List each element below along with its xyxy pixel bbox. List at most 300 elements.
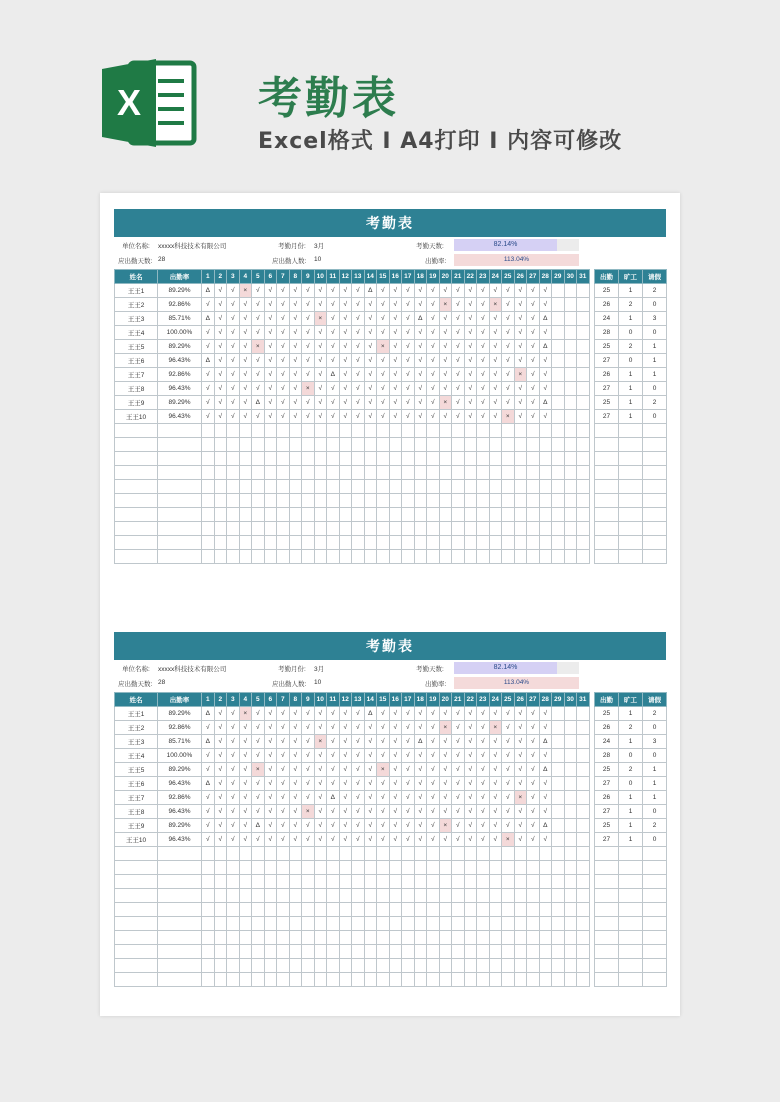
empty-cell[interactable] (514, 452, 527, 466)
empty-cell[interactable] (539, 522, 552, 536)
absent-count[interactable]: 2 (619, 298, 643, 312)
empty-cell[interactable] (552, 973, 565, 987)
empty-cell[interactable] (252, 438, 265, 452)
day-cell[interactable]: √ (289, 410, 302, 424)
empty-cell[interactable] (402, 903, 415, 917)
empty-cell[interactable] (202, 522, 215, 536)
day-cell[interactable]: √ (302, 368, 315, 382)
empty-cell[interactable] (477, 522, 490, 536)
empty-cell[interactable] (314, 945, 327, 959)
leave-count[interactable]: 0 (643, 833, 667, 847)
day-cell[interactable]: √ (477, 735, 490, 749)
empty-cell[interactable] (502, 424, 515, 438)
day-cell[interactable]: √ (527, 749, 540, 763)
day-cell[interactable] (564, 749, 577, 763)
day-cell[interactable]: √ (289, 735, 302, 749)
day-cell[interactable]: √ (402, 819, 415, 833)
empty-cell[interactable] (364, 917, 377, 931)
day-cell[interactable]: √ (214, 312, 227, 326)
empty-cell[interactable] (339, 536, 352, 550)
empty-cell[interactable] (619, 973, 643, 987)
day-cell[interactable]: √ (364, 312, 377, 326)
empty-cell[interactable] (502, 861, 515, 875)
day-cell[interactable]: √ (502, 735, 515, 749)
empty-cell[interactable] (402, 875, 415, 889)
leave-count[interactable]: 0 (643, 382, 667, 396)
empty-cell[interactable] (264, 917, 277, 931)
day-cell[interactable]: √ (389, 833, 402, 847)
empty-cell[interactable] (302, 438, 315, 452)
empty-cell[interactable] (389, 424, 402, 438)
empty-cell[interactable] (402, 847, 415, 861)
day-cell[interactable]: √ (227, 805, 240, 819)
absent-count[interactable]: 1 (619, 819, 643, 833)
empty-cell[interactable] (452, 480, 465, 494)
empty-cell[interactable] (402, 424, 415, 438)
empty-cell[interactable] (452, 889, 465, 903)
day-cell[interactable]: √ (414, 707, 427, 721)
day-cell[interactable] (577, 382, 590, 396)
day-cell[interactable]: √ (239, 396, 252, 410)
empty-cell[interactable] (364, 973, 377, 987)
day-cell[interactable]: √ (352, 340, 365, 354)
day-cell[interactable]: √ (314, 721, 327, 735)
present-count[interactable]: 25 (595, 340, 619, 354)
day-cell[interactable]: √ (264, 763, 277, 777)
absent-count[interactable]: 1 (619, 707, 643, 721)
empty-cell[interactable] (214, 550, 227, 564)
empty-cell[interactable] (289, 959, 302, 973)
day-cell[interactable]: √ (377, 396, 390, 410)
empty-cell[interactable] (314, 889, 327, 903)
empty-cell[interactable] (389, 480, 402, 494)
day-cell[interactable] (577, 354, 590, 368)
employee-name[interactable]: 王王4 (115, 749, 158, 763)
empty-cell[interactable] (327, 550, 340, 564)
empty-cell[interactable] (643, 861, 667, 875)
day-cell[interactable]: √ (214, 340, 227, 354)
day-cell[interactable]: √ (314, 284, 327, 298)
day-cell[interactable] (564, 721, 577, 735)
day-cell[interactable]: √ (539, 354, 552, 368)
day-cell[interactable]: √ (314, 298, 327, 312)
empty-cell[interactable] (314, 452, 327, 466)
empty-cell[interactable] (527, 452, 540, 466)
day-cell[interactable] (564, 735, 577, 749)
empty-cell[interactable] (352, 508, 365, 522)
day-cell[interactable]: √ (364, 805, 377, 819)
day-cell[interactable]: √ (464, 819, 477, 833)
day-cell[interactable]: √ (252, 382, 265, 396)
day-cell[interactable]: √ (277, 382, 290, 396)
day-cell[interactable]: √ (252, 735, 265, 749)
empty-cell[interactable] (439, 550, 452, 564)
empty-cell[interactable] (252, 889, 265, 903)
day-cell[interactable]: √ (514, 382, 527, 396)
empty-cell[interactable] (289, 480, 302, 494)
day-cell[interactable]: √ (389, 721, 402, 735)
empty-cell[interactable] (489, 973, 502, 987)
empty-cell[interactable] (595, 875, 619, 889)
empty-cell[interactable] (158, 466, 202, 480)
day-cell[interactable]: √ (464, 368, 477, 382)
day-cell[interactable]: √ (277, 805, 290, 819)
empty-cell[interactable] (239, 973, 252, 987)
empty-cell[interactable] (539, 861, 552, 875)
day-cell[interactable]: √ (414, 791, 427, 805)
day-cell[interactable]: √ (414, 368, 427, 382)
empty-cell[interactable] (464, 424, 477, 438)
day-cell[interactable]: Δ (539, 312, 552, 326)
day-cell[interactable]: Δ (364, 707, 377, 721)
empty-cell[interactable] (115, 945, 158, 959)
empty-cell[interactable] (239, 931, 252, 945)
empty-cell[interactable] (402, 861, 415, 875)
empty-cell[interactable] (477, 973, 490, 987)
empty-cell[interactable] (439, 536, 452, 550)
empty-cell[interactable] (327, 959, 340, 973)
day-cell[interactable]: √ (339, 340, 352, 354)
day-cell[interactable]: √ (427, 763, 440, 777)
empty-cell[interactable] (539, 945, 552, 959)
empty-cell[interactable] (427, 522, 440, 536)
empty-cell[interactable] (327, 536, 340, 550)
day-cell[interactable]: √ (352, 354, 365, 368)
day-cell[interactable]: √ (427, 382, 440, 396)
empty-cell[interactable] (452, 452, 465, 466)
day-cell[interactable]: √ (389, 763, 402, 777)
empty-cell[interactable] (389, 875, 402, 889)
day-cell[interactable]: √ (302, 819, 315, 833)
empty-cell[interactable] (115, 917, 158, 931)
empty-cell[interactable] (464, 917, 477, 931)
day-cell[interactable]: √ (439, 326, 452, 340)
day-cell[interactable]: √ (514, 326, 527, 340)
empty-cell[interactable] (264, 466, 277, 480)
day-cell[interactable]: √ (264, 382, 277, 396)
day-cell[interactable]: √ (277, 340, 290, 354)
empty-cell[interactable] (377, 480, 390, 494)
empty-cell[interactable] (327, 973, 340, 987)
day-cell[interactable]: √ (214, 735, 227, 749)
empty-cell[interactable] (214, 424, 227, 438)
empty-cell[interactable] (539, 889, 552, 903)
empty-cell[interactable] (377, 959, 390, 973)
empty-cell[interactable] (239, 452, 252, 466)
empty-cell[interactable] (477, 452, 490, 466)
day-cell[interactable]: √ (227, 819, 240, 833)
day-cell[interactable]: √ (277, 312, 290, 326)
empty-cell[interactable] (377, 522, 390, 536)
empty-cell[interactable] (115, 494, 158, 508)
empty-cell[interactable] (252, 945, 265, 959)
empty-cell[interactable] (227, 508, 240, 522)
day-cell[interactable]: √ (214, 791, 227, 805)
day-cell[interactable]: √ (527, 354, 540, 368)
empty-cell[interactable] (277, 494, 290, 508)
day-cell[interactable]: √ (402, 805, 415, 819)
day-cell[interactable]: √ (489, 382, 502, 396)
day-cell[interactable] (577, 396, 590, 410)
empty-cell[interactable] (427, 424, 440, 438)
empty-cell[interactable] (564, 931, 577, 945)
day-cell[interactable]: √ (527, 410, 540, 424)
empty-cell[interactable] (115, 480, 158, 494)
day-cell[interactable]: √ (214, 368, 227, 382)
empty-cell[interactable] (202, 917, 215, 931)
empty-cell[interactable] (264, 550, 277, 564)
empty-cell[interactable] (552, 550, 565, 564)
empty-cell[interactable] (289, 945, 302, 959)
day-cell[interactable]: Δ (414, 312, 427, 326)
day-cell[interactable]: √ (364, 410, 377, 424)
leave-count[interactable]: 0 (643, 298, 667, 312)
empty-cell[interactable] (595, 917, 619, 931)
empty-cell[interactable] (577, 917, 590, 931)
empty-cell[interactable] (239, 959, 252, 973)
day-cell[interactable]: √ (227, 721, 240, 735)
empty-cell[interactable] (619, 508, 643, 522)
empty-cell[interactable] (502, 945, 515, 959)
day-cell[interactable]: √ (339, 410, 352, 424)
empty-cell[interactable] (264, 973, 277, 987)
day-cell[interactable]: √ (414, 819, 427, 833)
empty-cell[interactable] (464, 466, 477, 480)
day-cell[interactable] (577, 340, 590, 354)
day-cell[interactable]: √ (414, 805, 427, 819)
empty-cell[interactable] (477, 494, 490, 508)
empty-cell[interactable] (202, 861, 215, 875)
day-cell[interactable]: √ (227, 396, 240, 410)
day-cell[interactable]: √ (277, 284, 290, 298)
empty-cell[interactable] (389, 494, 402, 508)
day-cell[interactable]: √ (327, 410, 340, 424)
day-cell[interactable]: √ (377, 354, 390, 368)
empty-cell[interactable] (452, 973, 465, 987)
employee-name[interactable]: 王王9 (115, 819, 158, 833)
day-cell[interactable]: √ (414, 284, 427, 298)
day-cell[interactable]: √ (502, 312, 515, 326)
empty-cell[interactable] (552, 959, 565, 973)
empty-cell[interactable] (115, 861, 158, 875)
empty-cell[interactable] (302, 861, 315, 875)
day-cell[interactable]: √ (489, 396, 502, 410)
day-cell[interactable]: √ (477, 354, 490, 368)
day-cell[interactable]: √ (277, 777, 290, 791)
day-cell[interactable]: √ (289, 354, 302, 368)
present-count[interactable]: 27 (595, 777, 619, 791)
empty-cell[interactable] (552, 494, 565, 508)
day-cell[interactable]: √ (239, 763, 252, 777)
empty-cell[interactable] (452, 424, 465, 438)
employee-rate[interactable]: 85.71% (158, 735, 202, 749)
day-cell[interactable]: √ (539, 707, 552, 721)
empty-cell[interactable] (327, 917, 340, 931)
day-cell[interactable]: √ (477, 368, 490, 382)
empty-cell[interactable] (339, 861, 352, 875)
day-cell[interactable]: √ (339, 284, 352, 298)
empty-cell[interactable] (227, 959, 240, 973)
day-cell[interactable] (577, 777, 590, 791)
empty-cell[interactable] (158, 931, 202, 945)
empty-cell[interactable] (289, 903, 302, 917)
day-cell[interactable]: √ (227, 791, 240, 805)
empty-cell[interactable] (489, 959, 502, 973)
empty-cell[interactable] (577, 452, 590, 466)
empty-cell[interactable] (227, 550, 240, 564)
empty-cell[interactable] (389, 522, 402, 536)
empty-cell[interactable] (414, 522, 427, 536)
empty-cell[interactable] (364, 494, 377, 508)
empty-cell[interactable] (502, 452, 515, 466)
empty-cell[interactable] (227, 466, 240, 480)
absent-count[interactable]: 1 (619, 396, 643, 410)
day-cell[interactable]: √ (214, 777, 227, 791)
absent-count[interactable]: 0 (619, 749, 643, 763)
day-cell[interactable]: √ (389, 777, 402, 791)
empty-cell[interactable] (577, 424, 590, 438)
empty-cell[interactable] (377, 973, 390, 987)
empty-cell[interactable] (339, 875, 352, 889)
day-cell[interactable]: √ (302, 749, 315, 763)
day-cell[interactable]: √ (339, 735, 352, 749)
empty-cell[interactable] (277, 508, 290, 522)
day-cell[interactable]: √ (452, 312, 465, 326)
day-cell[interactable]: √ (302, 396, 315, 410)
empty-cell[interactable] (619, 945, 643, 959)
empty-cell[interactable] (489, 508, 502, 522)
empty-cell[interactable] (364, 861, 377, 875)
empty-cell[interactable] (115, 903, 158, 917)
empty-cell[interactable] (158, 917, 202, 931)
empty-cell[interactable] (619, 903, 643, 917)
day-cell[interactable]: √ (464, 805, 477, 819)
day-cell[interactable]: √ (527, 396, 540, 410)
day-cell[interactable]: √ (377, 410, 390, 424)
empty-cell[interactable] (489, 424, 502, 438)
day-cell[interactable]: √ (527, 284, 540, 298)
empty-cell[interactable] (264, 508, 277, 522)
empty-cell[interactable] (577, 480, 590, 494)
day-cell[interactable]: √ (239, 791, 252, 805)
empty-cell[interactable] (314, 494, 327, 508)
empty-cell[interactable] (643, 494, 667, 508)
day-cell[interactable]: √ (289, 284, 302, 298)
day-cell[interactable]: √ (239, 735, 252, 749)
empty-cell[interactable] (552, 424, 565, 438)
empty-cell[interactable] (619, 438, 643, 452)
empty-cell[interactable] (502, 847, 515, 861)
present-count[interactable]: 27 (595, 805, 619, 819)
day-cell[interactable]: √ (452, 284, 465, 298)
day-cell[interactable]: √ (202, 298, 215, 312)
day-cell[interactable]: √ (339, 396, 352, 410)
day-cell[interactable]: √ (277, 721, 290, 735)
day-cell[interactable]: × (239, 284, 252, 298)
day-cell[interactable] (564, 396, 577, 410)
leave-count[interactable]: 0 (643, 326, 667, 340)
day-cell[interactable]: √ (202, 805, 215, 819)
leave-count[interactable]: 0 (643, 749, 667, 763)
day-cell[interactable] (552, 410, 565, 424)
empty-cell[interactable] (452, 861, 465, 875)
empty-cell[interactable] (158, 945, 202, 959)
empty-cell[interactable] (352, 945, 365, 959)
day-cell[interactable]: √ (502, 791, 515, 805)
day-cell[interactable]: √ (389, 326, 402, 340)
day-cell[interactable]: √ (289, 833, 302, 847)
empty-cell[interactable] (414, 875, 427, 889)
day-cell[interactable]: √ (339, 763, 352, 777)
empty-cell[interactable] (514, 875, 527, 889)
day-cell[interactable]: √ (302, 298, 315, 312)
empty-cell[interactable] (389, 917, 402, 931)
day-cell[interactable]: √ (339, 298, 352, 312)
day-cell[interactable]: √ (427, 819, 440, 833)
day-cell[interactable]: √ (427, 298, 440, 312)
day-cell[interactable]: √ (364, 735, 377, 749)
day-cell[interactable]: √ (389, 805, 402, 819)
day-cell[interactable]: √ (502, 777, 515, 791)
empty-cell[interactable] (514, 494, 527, 508)
empty-cell[interactable] (439, 959, 452, 973)
day-cell[interactable]: √ (477, 326, 490, 340)
empty-cell[interactable] (527, 438, 540, 452)
day-cell[interactable]: √ (464, 410, 477, 424)
day-cell[interactable]: √ (452, 763, 465, 777)
empty-cell[interactable] (564, 452, 577, 466)
empty-cell[interactable] (643, 875, 667, 889)
empty-cell[interactable] (239, 438, 252, 452)
empty-cell[interactable] (302, 903, 315, 917)
empty-cell[interactable] (227, 438, 240, 452)
empty-cell[interactable] (239, 875, 252, 889)
day-cell[interactable]: √ (339, 791, 352, 805)
day-cell[interactable]: √ (477, 805, 490, 819)
day-cell[interactable] (577, 805, 590, 819)
empty-cell[interactable] (427, 973, 440, 987)
day-cell[interactable]: √ (527, 312, 540, 326)
empty-cell[interactable] (314, 480, 327, 494)
empty-cell[interactable] (439, 945, 452, 959)
empty-cell[interactable] (414, 917, 427, 931)
day-cell[interactable]: × (439, 396, 452, 410)
day-cell[interactable]: √ (377, 819, 390, 833)
day-cell[interactable]: √ (302, 721, 315, 735)
day-cell[interactable]: √ (264, 326, 277, 340)
empty-cell[interactable] (414, 466, 427, 480)
empty-cell[interactable] (439, 424, 452, 438)
empty-cell[interactable] (227, 875, 240, 889)
empty-cell[interactable] (264, 861, 277, 875)
empty-cell[interactable] (115, 875, 158, 889)
empty-cell[interactable] (539, 847, 552, 861)
empty-cell[interactable] (564, 861, 577, 875)
empty-cell[interactable] (643, 508, 667, 522)
day-cell[interactable]: √ (377, 382, 390, 396)
day-cell[interactable]: √ (302, 340, 315, 354)
day-cell[interactable] (577, 284, 590, 298)
empty-cell[interactable] (302, 917, 315, 931)
empty-cell[interactable] (414, 931, 427, 945)
day-cell[interactable]: √ (502, 805, 515, 819)
empty-cell[interactable] (502, 480, 515, 494)
empty-cell[interactable] (643, 438, 667, 452)
day-cell[interactable]: √ (402, 298, 415, 312)
empty-cell[interactable] (277, 480, 290, 494)
empty-cell[interactable] (314, 424, 327, 438)
empty-cell[interactable] (302, 875, 315, 889)
